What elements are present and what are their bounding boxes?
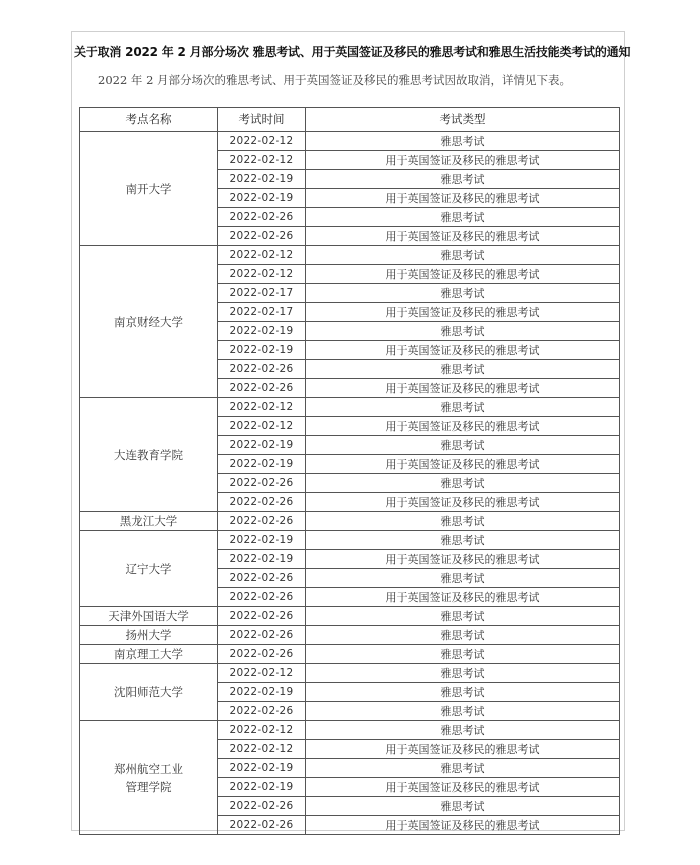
exam-date-cell: 2022-02-12 — [218, 151, 306, 170]
exam-date-cell: 2022-02-26 — [218, 626, 306, 645]
exam-date-cell: 2022-02-17 — [218, 284, 306, 303]
table-row — [80, 607, 620, 626]
exam-type-cell: 雅思考试 — [306, 683, 620, 702]
exam-date-cell: 2022-02-12 — [218, 721, 306, 740]
venue-name: 扬州大学 — [125, 628, 172, 642]
exam-type-cell: 用于英国签证及移民的雅思考试 — [306, 493, 620, 512]
exam-type-cell: 雅思考试 — [306, 721, 620, 740]
venue-name: 南开大学 — [125, 181, 172, 196]
exam-type-cell: 用于英国签证及移民的雅思考试 — [306, 341, 620, 360]
table-row — [80, 531, 620, 550]
document-intro: 2022 年 2 月部分场次的雅思考试、用于英国签证及移民的雅思考试因故取消，详情见下表。 — [98, 73, 572, 87]
exam-date-cell: 2022-02-26 — [218, 227, 306, 246]
exam-type-cell: 用于英国签证及移民的雅思考试 — [306, 778, 620, 797]
venue-name-cell — [80, 132, 218, 246]
table-row — [80, 645, 620, 664]
document-title: 关于取消 2022 年 2 月部分场次 雅思考试、用于英国签证及移民的雅思考试和雅思生活技能类考试的通知 — [74, 45, 631, 59]
exam-type-cell: 雅思考试 — [306, 360, 620, 379]
venue-name: 南京理工大学 — [114, 647, 183, 661]
table-body — [80, 132, 620, 835]
exam-type-cell: 雅思考试 — [306, 322, 620, 341]
exam-date-cell: 2022-02-26 — [218, 645, 306, 664]
venue-name-cell — [80, 512, 218, 531]
exam-type-cell: 用于英国签证及移民的雅思考试 — [306, 550, 620, 569]
exam-date-cell: 2022-02-26 — [218, 379, 306, 398]
venue-name: 郑州航空工业 — [114, 761, 183, 776]
exam-type-cell: 雅思考试 — [306, 512, 620, 531]
exam-date-cell: 2022-02-19 — [218, 759, 306, 778]
exam-type-cell: 雅思考试 — [306, 607, 620, 626]
exam-type-cell: 用于英国签证及移民的雅思考试 — [306, 151, 620, 170]
exam-date-cell: 2022-02-26 — [218, 702, 306, 721]
exam-type-cell: 用于英国签证及移民的雅思考试 — [306, 303, 620, 322]
exam-date-cell: 2022-02-26 — [218, 493, 306, 512]
exam-date-cell: 2022-02-12 — [218, 398, 306, 417]
exam-type-cell: 雅思考试 — [306, 664, 620, 683]
venue-name-cell — [80, 607, 218, 626]
exam-type-cell: 雅思考试 — [306, 208, 620, 227]
exam-date-cell: 2022-02-19 — [218, 170, 306, 189]
exam-type-cell: 雅思考试 — [306, 132, 620, 151]
exam-date-cell: 2022-02-12 — [218, 265, 306, 284]
exam-type-cell: 用于英国签证及移民的雅思考试 — [306, 740, 620, 759]
header-venue: 考点名称 — [80, 108, 218, 132]
exam-date-cell: 2022-02-26 — [218, 797, 306, 816]
exam-type-cell: 用于英国签证及移民的雅思考试 — [306, 189, 620, 208]
exam-type-cell: 雅思考试 — [306, 398, 620, 417]
exam-date-cell: 2022-02-12 — [218, 417, 306, 436]
table-row — [80, 132, 620, 151]
exam-type-cell: 雅思考试 — [306, 645, 620, 664]
exam-type-cell: 用于英国签证及移民的雅思考试 — [306, 588, 620, 607]
exam-date-cell: 2022-02-12 — [218, 740, 306, 759]
venue-name: 天津外国语大学 — [108, 609, 189, 623]
header-type: 考试类型 — [306, 108, 620, 132]
venue-name-cell — [80, 626, 218, 645]
exam-type-cell: 雅思考试 — [306, 436, 620, 455]
exam-type-cell: 雅思考试 — [306, 246, 620, 265]
exam-date-cell: 2022-02-19 — [218, 683, 306, 702]
exam-type-cell: 雅思考试 — [306, 474, 620, 493]
venue-name: 南京财经大学 — [114, 314, 183, 329]
exam-type-cell: 用于英国签证及移民的雅思考试 — [306, 455, 620, 474]
exam-date-cell: 2022-02-17 — [218, 303, 306, 322]
exam-type-cell: 雅思考试 — [306, 702, 620, 721]
exam-type-cell: 雅思考试 — [306, 531, 620, 550]
exam-date-cell: 2022-02-26 — [218, 208, 306, 227]
venue-name: 管理学院 — [125, 779, 172, 794]
table-row — [80, 512, 620, 531]
exam-date-cell: 2022-02-19 — [218, 341, 306, 360]
exam-type-cell: 用于英国签证及移民的雅思考试 — [306, 816, 620, 835]
venue-name-cell — [80, 398, 218, 512]
exam-date-cell: 2022-02-19 — [218, 778, 306, 797]
venue-name-cell — [80, 645, 218, 664]
exam-type-cell: 用于英国签证及移民的雅思考试 — [306, 417, 620, 436]
exam-date-cell: 2022-02-26 — [218, 360, 306, 379]
exam-date-cell: 2022-02-19 — [218, 189, 306, 208]
venue-name: 沈阳师范大学 — [114, 685, 183, 699]
exam-date-cell: 2022-02-26 — [218, 512, 306, 531]
exam-date-cell: 2022-02-19 — [218, 455, 306, 474]
exam-type-cell: 雅思考试 — [306, 797, 620, 816]
exam-type-cell: 雅思考试 — [306, 569, 620, 588]
exam-type-cell: 雅思考试 — [306, 170, 620, 189]
table-row — [80, 626, 620, 645]
venue-name-cell — [80, 246, 218, 398]
table-row — [80, 721, 620, 740]
venue-name-cell — [80, 721, 218, 835]
table-header-row — [80, 108, 620, 132]
exam-date-cell: 2022-02-26 — [218, 816, 306, 835]
header-date: 考试时间 — [218, 108, 306, 132]
venue-name: 黑龙江大学 — [119, 514, 178, 528]
exam-type-cell: 雅思考试 — [306, 759, 620, 778]
exam-date-cell: 2022-02-12 — [218, 246, 306, 265]
exam-date-cell: 2022-02-12 — [218, 664, 306, 683]
table-row — [80, 664, 620, 683]
cancellation-table — [79, 107, 620, 835]
exam-date-cell: 2022-02-19 — [218, 322, 306, 341]
exam-date-cell: 2022-02-26 — [218, 588, 306, 607]
venue-name: 大连教育学院 — [114, 447, 183, 462]
venue-name: 辽宁大学 — [125, 561, 172, 576]
exam-date-cell: 2022-02-19 — [218, 550, 306, 569]
exam-date-cell: 2022-02-19 — [218, 531, 306, 550]
exam-type-cell: 用于英国签证及移民的雅思考试 — [306, 265, 620, 284]
exam-date-cell: 2022-02-19 — [218, 436, 306, 455]
exam-date-cell: 2022-02-26 — [218, 607, 306, 626]
exam-type-cell: 雅思考试 — [306, 284, 620, 303]
table-row — [80, 398, 620, 417]
venue-name-cell — [80, 531, 218, 607]
venue-name-cell — [80, 664, 218, 721]
exam-date-cell: 2022-02-12 — [218, 132, 306, 151]
exam-type-cell: 用于英国签证及移民的雅思考试 — [306, 379, 620, 398]
exam-type-cell: 用于英国签证及移民的雅思考试 — [306, 227, 620, 246]
exam-type-cell: 雅思考试 — [306, 626, 620, 645]
table-row — [80, 246, 620, 265]
exam-date-cell: 2022-02-26 — [218, 474, 306, 493]
exam-date-cell: 2022-02-26 — [218, 569, 306, 588]
